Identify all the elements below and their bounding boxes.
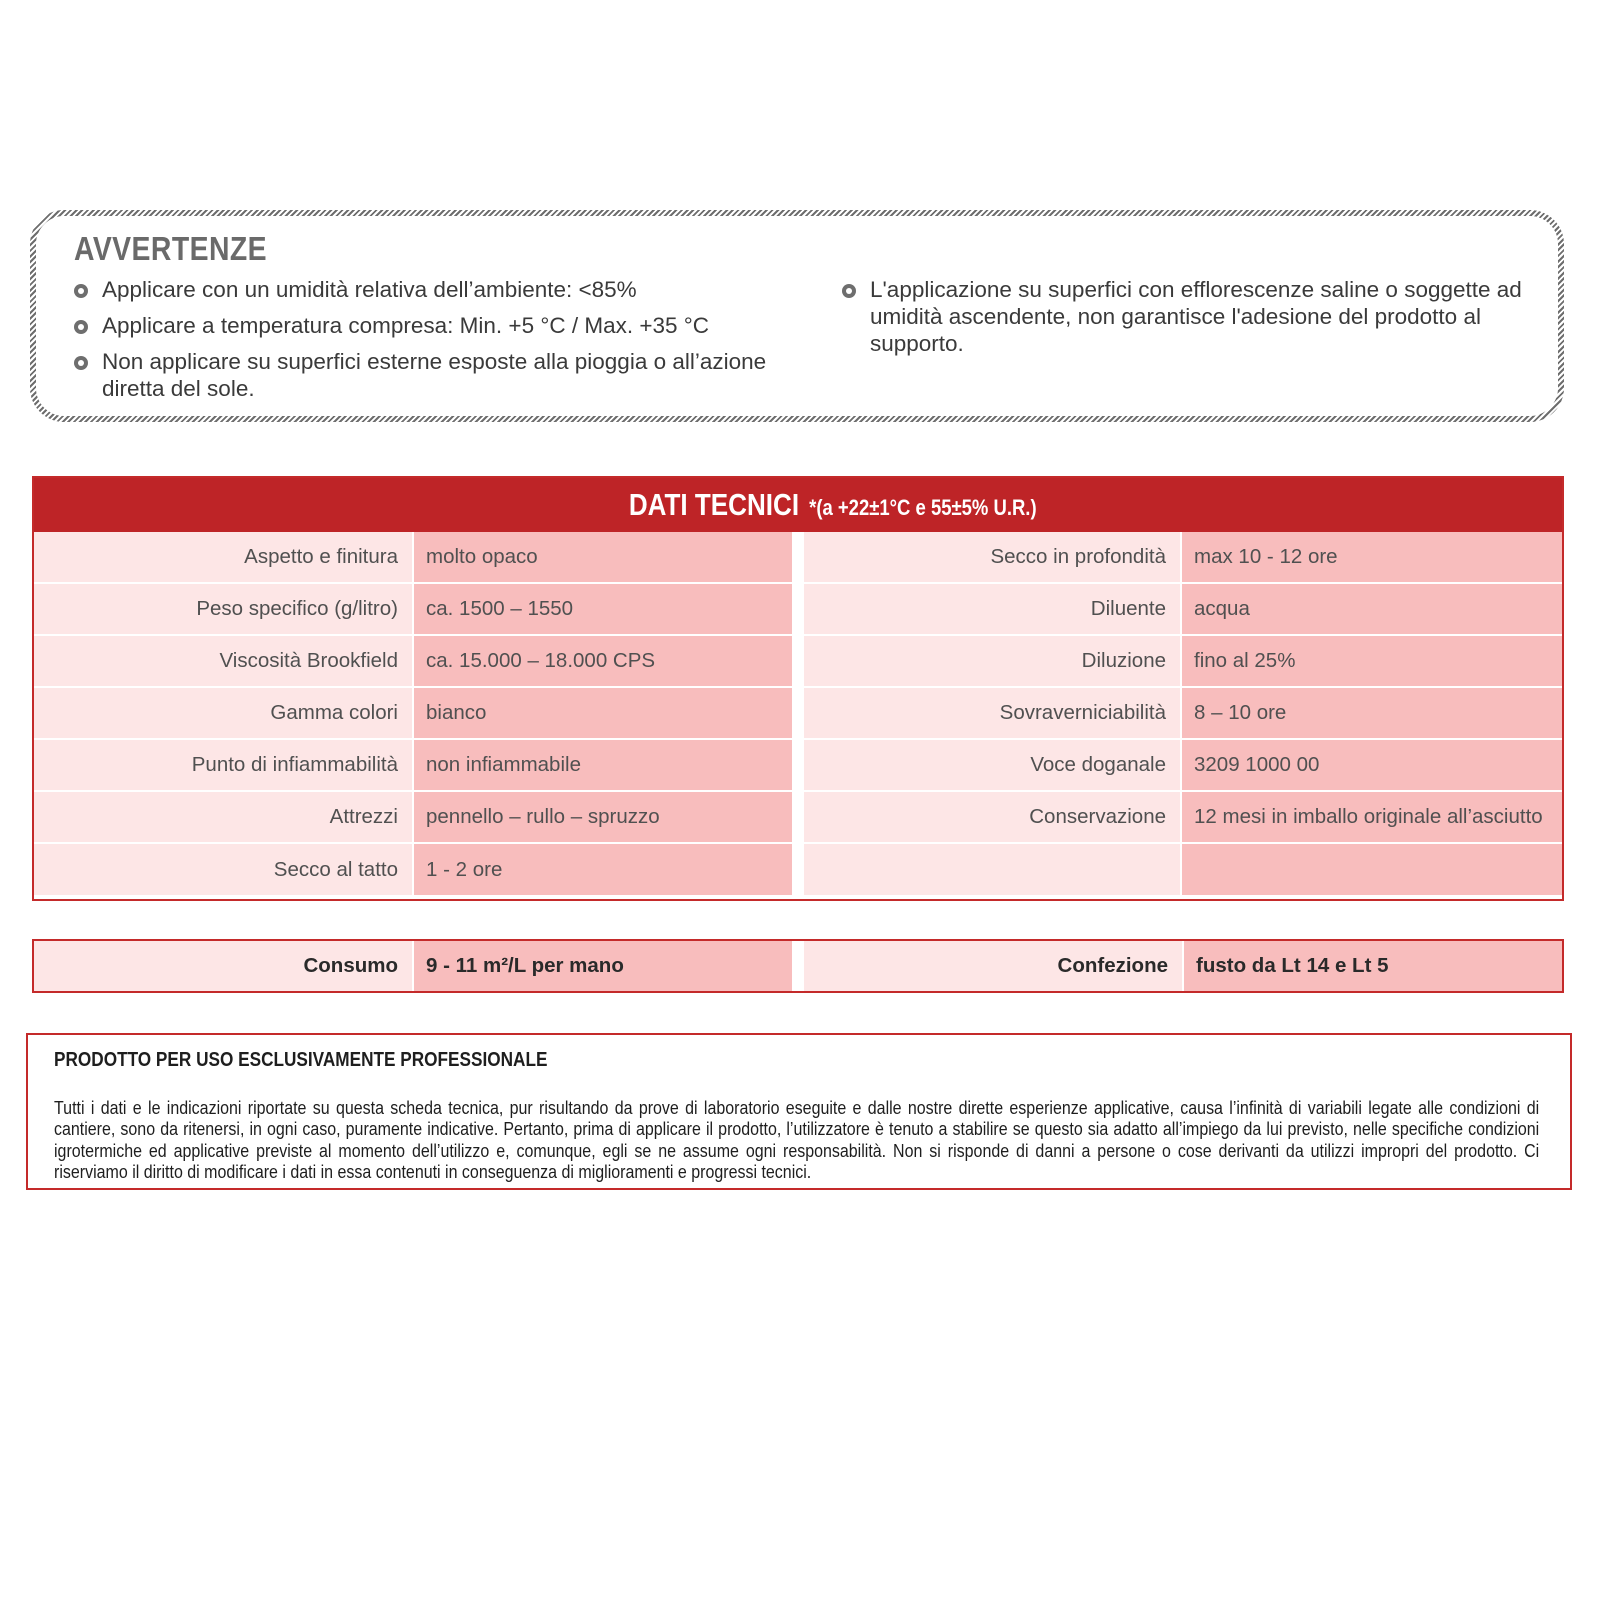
technical-data-table (32, 476, 1564, 901)
row-value: bianco (414, 688, 792, 738)
warning-item (74, 348, 794, 402)
row-value: ca. 15.000 – 18.000 CPS (414, 636, 792, 686)
row-label: Sovraverniciabilità (804, 688, 1182, 738)
row-label: Diluente (804, 584, 1182, 634)
warning-text: Applicare con un umidità relativa dell’ambiente: <85% (102, 277, 637, 302)
row-label: Attrezzi (34, 792, 414, 842)
row-label: Secco al tatto (34, 844, 414, 895)
packaging-row (804, 941, 1562, 991)
row-label: Voce doganale (804, 740, 1182, 790)
row-label: Punto di infiammabilità (34, 740, 414, 790)
row-value: ca. 1500 – 1550 (414, 584, 792, 634)
row-value: max 10 - 12 ore (1182, 532, 1562, 582)
bullet-icon (74, 320, 88, 334)
disclaimer-box (26, 1033, 1572, 1190)
confezione-label: Confezione (804, 941, 1184, 991)
row-label: Peso specifico (g/litro) (34, 584, 414, 634)
row-value: acqua (1182, 584, 1562, 634)
disclaimer-title: PRODOTTO PER USO ESCLUSIVAMENTE PROFESSIONALE (54, 1049, 548, 1071)
row-value (1182, 844, 1562, 895)
row-label: Secco in profondità (804, 532, 1182, 582)
warnings-list-right (842, 276, 1542, 366)
row-value: 12 mesi in imballo originale all’asciutto (1182, 792, 1562, 842)
technical-data-title-text: DATI TECNICI (629, 487, 800, 522)
row-label: Aspetto e finitura (34, 532, 414, 582)
table-row (34, 636, 792, 688)
consumo-value: 9 - 11 m²/L per mano (414, 941, 792, 991)
table-row (34, 792, 792, 844)
warning-text: L'applicazione su superfici con efflorescenze saline o soggette ad umidità ascendente, non garantisce l'adesione del prodotto al supporto. (870, 277, 1522, 356)
row-value: 1 - 2 ore (414, 844, 792, 895)
table-row (804, 844, 1562, 895)
column-divider (792, 532, 804, 899)
consumption-row (34, 941, 792, 991)
table-row (34, 844, 792, 895)
table-row (804, 792, 1562, 844)
row-label: Conservazione (804, 792, 1182, 842)
table-row (804, 584, 1562, 636)
table-row (804, 636, 1562, 688)
table-row (804, 532, 1562, 584)
consumption-table (32, 939, 1564, 993)
table-row (34, 740, 792, 792)
row-label: Viscosità Brookfield (34, 636, 414, 686)
technical-data-conditions: *(a +22±1°C e 55±5% U.R.) (809, 495, 1037, 520)
warning-text: Non applicare su superfici esterne esposte alla pioggia o all’azione diretta del sole. (102, 349, 767, 401)
row-value: 3209 1000 00 (1182, 740, 1562, 790)
row-label (804, 844, 1182, 895)
bullet-icon (842, 284, 856, 298)
warnings-box (30, 210, 1564, 422)
row-value: 8 – 10 ore (1182, 688, 1562, 738)
confezione-value: fusto da Lt 14 e Lt 5 (1184, 941, 1562, 991)
technical-data-right (804, 532, 1562, 895)
technical-data-left (34, 532, 792, 895)
warning-item (842, 276, 1542, 357)
technical-data-title (629, 487, 1037, 523)
disclaimer-text: Tutti i dati e le indicazioni riportate su questa scheda tecnica, pur risultando da prove di laboratorio eseguite e dalle nostre dirette esperienze applicative, causa l’infinità di variabili legate alle condizioni di cantiere, sono da ritenersi, in ogni caso, puramente indicative. Pertanto, prima di applicare il prodotto, l’utilizzatore è tenuto a stabilire se questo sia adatto all’impiego da lui previsto, nelle specifiche condizioni igrotermiche ed applicative previste al momento dell’utilizzo e, comunque, egli se ne assume ogni responsabilità. Non si risponde di danni a persone o cose derivanti da utilizzi impropri del prodotto. Ci riserviamo il diritto di modificare i dati in essa contenuti in conseguenza di miglioramenti e progressi tecnici. (54, 1097, 1540, 1182)
warning-item (74, 312, 794, 339)
bullet-icon (74, 284, 88, 298)
table-row (804, 740, 1562, 792)
row-label: Diluzione (804, 636, 1182, 686)
warning-text: Applicare a temperatura compresa: Min. +5 °C / Max. +35 °C (102, 313, 710, 338)
row-label: Gamma colori (34, 688, 414, 738)
warning-item (74, 276, 794, 303)
technical-data-header (34, 478, 1562, 532)
consumo-label: Consumo (34, 941, 414, 991)
table-row (34, 688, 792, 740)
table-row (804, 688, 1562, 740)
table-row (34, 532, 792, 584)
warnings-list-left (74, 276, 794, 411)
table-row (34, 584, 792, 636)
row-value: fino al 25% (1182, 636, 1562, 686)
row-value: pennello – rullo – spruzzo (414, 792, 792, 842)
bullet-icon (74, 356, 88, 370)
row-value: non infiammabile (414, 740, 792, 790)
warnings-title: AVVERTENZE (74, 230, 268, 267)
row-value: molto opaco (414, 532, 792, 582)
